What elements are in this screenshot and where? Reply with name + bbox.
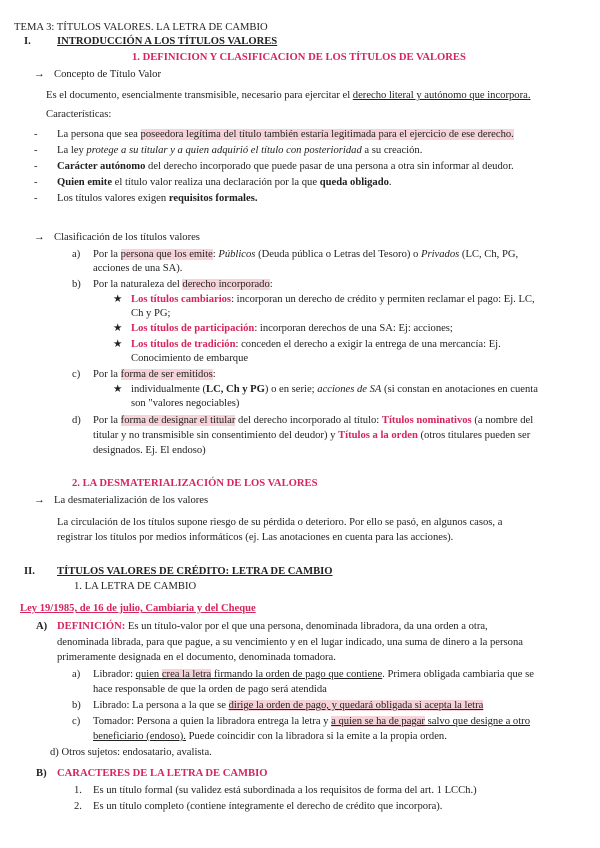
text-fragment: Quien emite <box>57 177 113 188</box>
section-A-label: A) <box>36 621 48 632</box>
arrow-right-icon: → <box>34 232 45 243</box>
text-fragment: Títulos nominativos <box>381 415 472 426</box>
text-fragment: : <box>269 279 273 290</box>
text-fragment: del derecho incorporado al título: <box>235 415 382 426</box>
characteristic-2 <box>57 144 422 158</box>
list-label-b: b) <box>72 700 81 711</box>
dematerialization-text-1: La circulación de los títulos supone riesgo de su pérdida o deterioro. Por ello se pasó, en algunos casos, a <box>57 517 503 528</box>
text-fragment: queda obligado <box>319 177 389 188</box>
concept-line <box>34 68 161 82</box>
text-fragment: La persona que sea <box>57 129 141 140</box>
text-fragment: derecho incorporado <box>182 279 270 290</box>
caracter-1: Es un título formal (su validez está subordinada a los requisitos de forma del art. 1 LCCh.) <box>93 785 477 796</box>
text-fragment: La ley <box>57 145 87 156</box>
text-fragment: Por la <box>93 369 121 380</box>
text-fragment: beneficiario (endoso). <box>93 731 186 742</box>
text-fragment: dirige la orden de pago, y quedará obligada si acepta la letra <box>228 700 484 711</box>
text-fragment: Los títulos cambiarios <box>131 294 232 305</box>
characteristic-4 <box>57 176 392 190</box>
law-reference: Ley 19/1985, de 16 de julio, Cambiaria y del Cheque <box>20 603 256 614</box>
arrow-right-icon: → <box>34 495 45 506</box>
tomador-item <box>93 715 530 729</box>
sub-item-participacion <box>131 322 453 336</box>
section-B-label: B) <box>36 768 47 779</box>
section-2-title: TÍTULOS VALORES DE CRÉDITO: LETRA DE CAMBIO <box>57 566 333 577</box>
text-fragment: . <box>388 177 392 188</box>
text-fragment: Públicos <box>218 249 256 260</box>
list-label-b: b) <box>72 279 81 290</box>
text-fragment: LC, Ch y PG <box>206 384 265 395</box>
text-fragment: Por la naturaleza del <box>93 279 183 290</box>
classification-line <box>34 231 200 245</box>
librador-item-cont: hace responsable de que la orden de pago será atendida <box>93 684 327 695</box>
characteristics-heading: Características: <box>46 109 112 120</box>
text-fragment: a su creación. <box>361 145 423 156</box>
star-icon: ★ <box>113 323 123 334</box>
text-fragment: Librado: La persona a la que se <box>93 700 229 711</box>
list-label-c: c) <box>72 369 81 380</box>
characteristic-item: - <box>34 193 38 204</box>
text-fragment: (LC, Ch, PG, <box>459 249 519 260</box>
characteristic-5 <box>57 192 257 206</box>
list-label-a: a) <box>72 249 81 260</box>
text-fragment: individualmente ( <box>131 384 207 395</box>
text-fragment: Tomador: Persona a quien la libradora entrega la letra y <box>93 716 332 727</box>
text-fragment: (a nombre del <box>471 415 534 426</box>
text-fragment: crea la letra <box>161 669 212 680</box>
section-B-title: CARACTERES DE LA LETRA DE CAMBIO <box>57 768 268 779</box>
text-fragment: salvo que designe a otro <box>424 716 530 727</box>
text-fragment: Carácter autónomo <box>57 161 146 172</box>
definition-letra-cont2: primeramente designada en el documento, denominada tomadora. <box>57 652 336 663</box>
section-1-number: I. <box>24 36 31 47</box>
characteristic-3 <box>57 160 514 174</box>
definition-letra <box>57 620 488 634</box>
text-fragment: titular y no transmisible sin consentimiento del deudor) y <box>93 430 339 441</box>
sub-item-emision <box>131 383 538 397</box>
subsection-letra-title: 1. LA LETRA DE CAMBIO <box>74 581 197 592</box>
definition-text: Es el documento, esencialmente transmisible, necesario para ejercitar el <box>46 90 353 101</box>
text-fragment: DEFINICIÓN: <box>57 621 126 632</box>
caracter-2: Es un título completo (contiene íntegramente el derecho de crédito que incorpora). <box>93 801 443 812</box>
text-fragment: Títulos a la orden <box>338 430 418 441</box>
document-header: TEMA 3: TÍTULOS VALORES. LA LETRA DE CAMBIO <box>14 22 268 33</box>
text-fragment: (si constan en anotaciones en cuenta <box>381 384 538 395</box>
text-fragment: protege a su titular y a quien adquirió el título con posterioridad <box>86 145 362 156</box>
caracter-2-number: 2. <box>74 801 82 812</box>
star-icon: ★ <box>113 384 123 395</box>
text-fragment: ) o en serie; <box>264 384 318 395</box>
arrow-right-icon: → <box>34 69 45 80</box>
text-fragment: persona que los emite <box>120 249 213 260</box>
text-fragment: Puede coincidir con la libradora si la emite a la propia orden. <box>185 731 447 742</box>
star-icon: ★ <box>113 339 123 350</box>
text-fragment: : <box>212 249 219 260</box>
text-fragment: . Primera obligada cambiaria que se <box>382 669 534 680</box>
text-fragment: Por la <box>93 249 121 260</box>
definition-line <box>46 89 530 103</box>
classification-a <box>93 248 518 262</box>
text-fragment: (otros titulares pueden ser <box>417 430 531 441</box>
classification-c <box>93 368 216 382</box>
subsection-1-title: 1. DEFINICION Y CLASIFICACION DE LOS TÍTULOS DE VALORES <box>132 52 466 63</box>
text-fragment: : incorporan derechos de una SA: Ej: acciones; <box>254 323 453 334</box>
classification-a-cont: acciones de una SA). <box>93 263 183 274</box>
characteristic-item: - <box>34 145 38 156</box>
librado-item <box>93 699 483 713</box>
dematerialization-heading: La desmaterialización de los valores <box>54 495 209 506</box>
sub-item-tradicion-cont: Conocimiento de embarque <box>131 353 249 364</box>
definition-letra-cont: denominada librada, para que pague, a su vencimiento y en el lugar indicado, una suma de dinero a la persona <box>57 637 523 648</box>
dematerialization-line <box>34 494 208 508</box>
text-fragment: Los títulos de tradición <box>131 339 236 350</box>
characteristic-item: - <box>34 177 38 188</box>
classification-heading: Clasificación de los títulos valores <box>54 232 200 243</box>
list-label-a: a) <box>72 669 81 680</box>
text-fragment: : conceden el derecho a exigir la entrega de una mercancía: Ej. <box>235 339 501 350</box>
classification-b <box>93 278 273 292</box>
text-fragment: forma de ser emitidos <box>120 369 213 380</box>
sub-item-cambiarios <box>131 293 535 307</box>
definition-highlight: derecho literal y autónomo que incorpora. <box>352 90 531 101</box>
text-fragment: Privados <box>421 249 460 260</box>
star-icon: ★ <box>113 294 123 305</box>
concept-heading: Concepto de Título Valor <box>54 69 162 80</box>
classification-d <box>93 414 533 428</box>
otros-sujetos: d) Otros sujetos: endosatario, avalista. <box>50 747 212 758</box>
librador-item <box>93 668 534 682</box>
text-fragment: forma de designar el titular <box>120 415 236 426</box>
text-fragment: firmando la orden de pago que contiene <box>211 669 383 680</box>
sub-item-cambiarios-cont: Ch y PG; <box>131 308 171 319</box>
characteristic-item: - <box>34 129 38 140</box>
section-1-title: INTRODUCCIÓN A LOS TÍTULOS VALORES <box>57 36 278 47</box>
dematerialization-text-2: registrar los títulos por medios informáticos (ej. Las anotaciones en cuenta para las acciones). <box>57 532 454 543</box>
classification-d-cont2: designados. Ej. El endoso) <box>93 445 206 456</box>
text-fragment: a quien se ha de pagar <box>331 716 425 727</box>
characteristic-item: - <box>34 161 38 172</box>
sub-item-tradicion <box>131 338 501 352</box>
subsection-2-title: 2. LA DESMATERIALIZACIÓN DE LOS VALORES <box>72 478 318 489</box>
text-fragment: (Deuda pública o Letras del Tesoro) o <box>255 249 422 260</box>
text-fragment: Librador: <box>93 669 136 680</box>
text-fragment: : <box>212 369 216 380</box>
caracter-1-number: 1. <box>74 785 82 796</box>
text-fragment: del derecho incorporado que puede pasar de una persona a otra sin informar al deudor. <box>145 161 514 172</box>
text-fragment: acciones de SA <box>317 384 382 395</box>
classification-d-cont <box>93 429 530 443</box>
list-label-d: d) <box>72 415 81 426</box>
sub-item-emision-cont: son "valores negociables) <box>131 398 240 409</box>
tomador-item-cont <box>93 730 447 744</box>
list-label-c: c) <box>72 716 81 727</box>
text-fragment: Los títulos de participación <box>131 323 255 334</box>
text-fragment: quien <box>135 669 162 680</box>
section-2-number: II. <box>24 566 35 577</box>
text-fragment: Es un título-valor por el que una persona, denominada libradora, da una orden a otra, <box>125 621 488 632</box>
text-fragment: poseedora legítima del título también estaría legitimada para el ejercicio de ese derecho. <box>140 129 514 140</box>
text-fragment: el título valor realiza una declaración por la que <box>112 177 320 188</box>
characteristic-1 <box>57 128 514 142</box>
text-fragment: Los títulos valores exigen <box>57 193 169 204</box>
text-fragment: Por la <box>93 415 121 426</box>
text-fragment: requisitos formales. <box>168 193 258 204</box>
text-fragment: : incorporan un derecho de crédito y permiten reclamar el pago: Ej. LC, <box>231 294 535 305</box>
